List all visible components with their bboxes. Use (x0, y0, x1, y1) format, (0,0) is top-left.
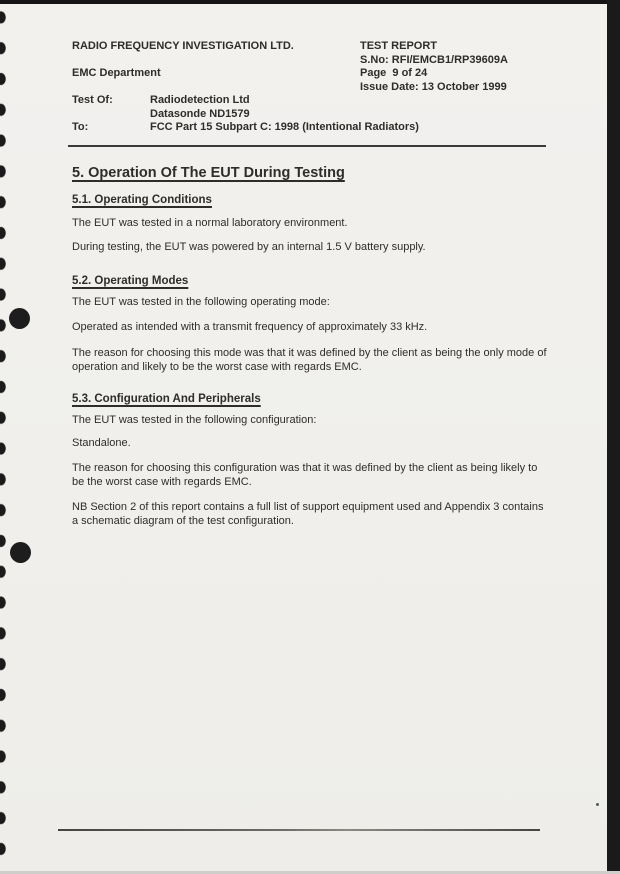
department-name: EMC Department (72, 67, 161, 79)
subsection-heading-5-2: 5.2. Operating Modes (72, 274, 189, 287)
punch-hole-top (9, 308, 30, 329)
paragraph: Standalone. (72, 437, 131, 449)
section-heading: 5. Operation Of The EUT During Testing (72, 165, 345, 181)
paragraph: During testing, the EUT was powered by an internal 1.5 V battery supply. (72, 240, 426, 253)
header-divider-rule (68, 145, 546, 147)
paragraph: The EUT was tested in a normal laboratory environment. (72, 216, 348, 229)
report-serial-number: S.No: RFI/EMCB1/RP39609A (360, 53, 508, 66)
report-page-number: Page 9 of 24 (360, 67, 428, 80)
to-label: To: (72, 120, 89, 133)
report-issue-date: Issue Date: 13 October 1999 (360, 80, 507, 93)
subsection-heading-5-1: 5.1. Operating Conditions (72, 194, 212, 206)
paragraph: The EUT was tested in the following configuration: (72, 414, 317, 426)
paragraph: Operated as intended with a transmit frequency of approximately 33 kHz. (72, 320, 428, 333)
client-name: Radiodetection Ltd (150, 94, 250, 106)
paragraph: NB Section 2 of this report contains a full list of support equipment used and Appendix 3 contains a schematic diagram of the test configuration. (72, 501, 544, 527)
footer-rule (58, 829, 540, 831)
test-standard: FCC Part 15 Subpart C: 1998 (Intentional Radiators) (150, 120, 419, 133)
punch-hole-bottom (10, 542, 31, 563)
scan-edge-top (0, 0, 620, 4)
paragraph: The reason for choosing this configuration was that it was defined by the client as being likely to be the worst case with regards EMC. (72, 462, 538, 488)
test-of-label: Test Of: (72, 94, 113, 106)
test-of-values (150, 94, 250, 121)
binding-holes-strip (0, 2, 12, 860)
report-info-block (360, 40, 508, 94)
paragraph: The reason for choosing this mode was that it was defined by the client as being the only mode of operation and likely to be the worst case with regards EMC. (72, 347, 547, 373)
scan-edge-right (607, 0, 620, 874)
subsection-heading-5-3: 5.3. Configuration And Peripherals (72, 392, 261, 405)
company-name: RADIO FREQUENCY INVESTIGATION LTD. (72, 40, 294, 52)
scan-speck (596, 803, 599, 806)
paragraph: The EUT was tested in the following operating mode: (72, 296, 330, 308)
product-name: Datasonde ND1579 (150, 107, 250, 120)
report-title: TEST REPORT (360, 40, 438, 52)
